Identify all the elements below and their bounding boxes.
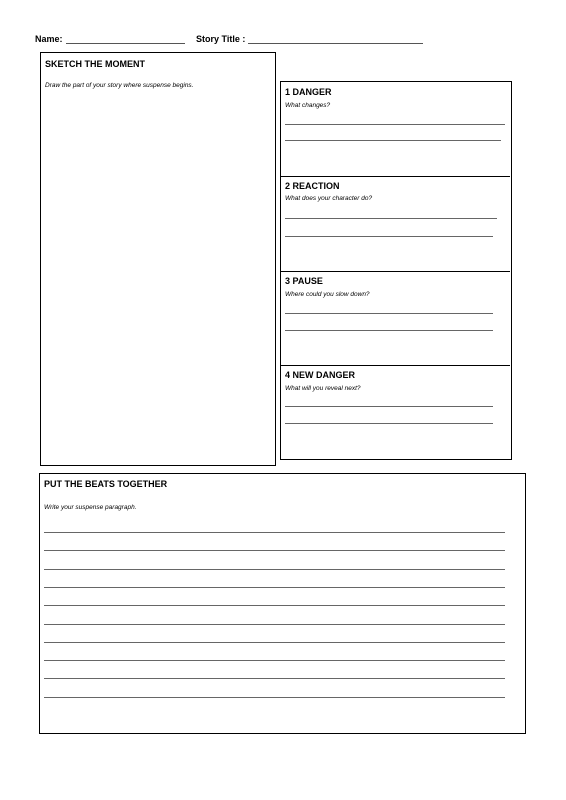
paragraph-write-line[interactable]: [44, 569, 505, 570]
paragraph-write-line[interactable]: [44, 532, 505, 533]
sketch-prompt: Draw the part of your story where suspense begins.: [45, 82, 194, 89]
beat-new-danger: [281, 366, 510, 458]
write-line[interactable]: [285, 406, 493, 407]
name-label: Name:: [35, 34, 63, 44]
beat-title: 3 PAUSE: [285, 276, 323, 286]
beat-title: 2 REACTION: [285, 181, 340, 191]
beat-title: 4 NEW DANGER: [285, 370, 356, 380]
write-line[interactable]: [285, 423, 493, 424]
paragraph-write-line[interactable]: [44, 624, 505, 625]
beat-prompt: Where could you slow down?: [285, 291, 370, 298]
write-line[interactable]: [285, 124, 505, 125]
write-line[interactable]: [285, 330, 493, 331]
paragraph-write-line[interactable]: [44, 605, 505, 606]
write-line[interactable]: [285, 140, 501, 141]
paragraph-box[interactable]: [39, 473, 526, 734]
beat-reaction: [281, 177, 510, 271]
write-line[interactable]: [285, 313, 493, 314]
write-line[interactable]: [285, 236, 493, 237]
name-write-line[interactable]: [66, 43, 185, 44]
sketch-title: SKETCH THE MOMENT: [45, 59, 145, 69]
beat-title: 1 DANGER: [285, 87, 332, 97]
paragraph-write-line[interactable]: [44, 697, 505, 698]
paragraph-write-line[interactable]: [44, 587, 505, 588]
paragraph-write-line[interactable]: [44, 550, 505, 551]
sketch-box[interactable]: [40, 52, 276, 466]
beat-prompt: What changes?: [285, 102, 331, 109]
beat-prompt: What will you reveal next?: [285, 385, 361, 392]
beats-panel: [280, 81, 512, 460]
paragraph-prompt: Write your suspense paragraph.: [44, 504, 137, 511]
paragraph-title: PUT THE BEATS TOGETHER: [44, 479, 168, 489]
beat-pause: [281, 272, 510, 366]
story-title-label: Story Title :: [196, 34, 246, 44]
story-title-write-line[interactable]: [248, 43, 423, 44]
paragraph-write-line[interactable]: [44, 642, 505, 643]
paragraph-write-line[interactable]: [44, 678, 505, 679]
beat-danger: [281, 82, 510, 176]
paragraph-write-line[interactable]: [44, 660, 505, 661]
beat-prompt: What does your character do?: [285, 195, 373, 202]
write-line[interactable]: [285, 218, 497, 219]
